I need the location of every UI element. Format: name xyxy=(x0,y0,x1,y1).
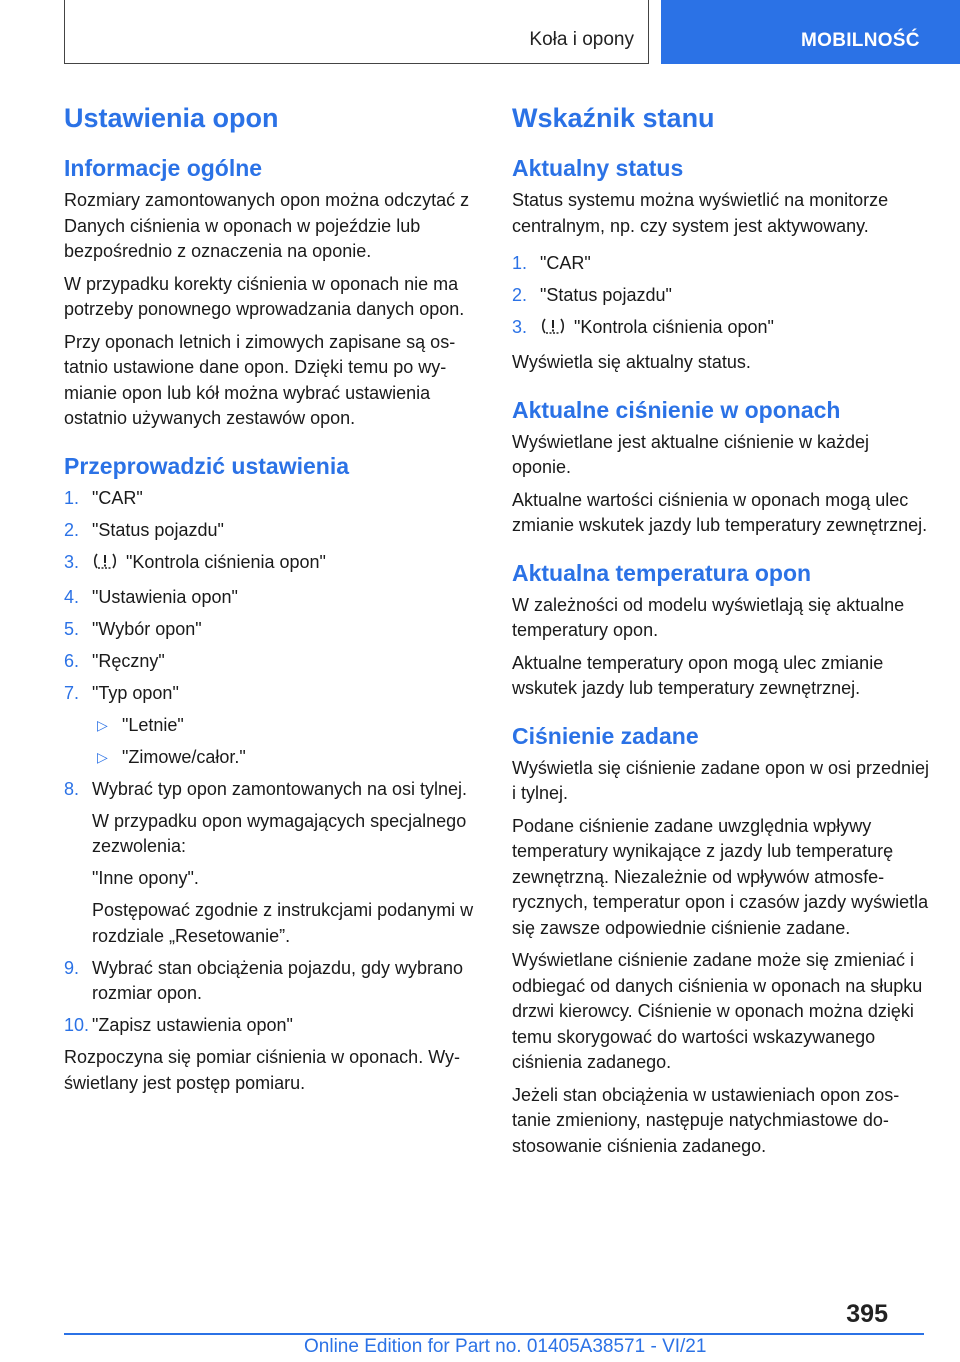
page-number: 395 xyxy=(846,1300,888,1328)
subheading-general-info: Informacje ogólne xyxy=(64,155,263,181)
step-text: "CAR" xyxy=(540,253,591,273)
step-number: 5. xyxy=(64,618,80,639)
paragraph: Aktualne temperatury opon mogą ulec zmianie wskutek jazdy lub temperatury zewnętrznej. xyxy=(512,652,884,698)
paragraph: Aktualne wartości ciśnienia w oponach mogą ulec zmianie wskutek jazdy lub temperatury zewnętrznej. xyxy=(512,489,928,535)
step-number: 1. xyxy=(64,487,80,508)
paragraph: W zależności od modelu wyświetlają się aktualne temperatury opon. xyxy=(512,594,905,640)
list-item xyxy=(512,315,932,344)
option-text: "Letnie" xyxy=(122,714,184,735)
chapter-title: MOBILNOŚĆ xyxy=(801,30,920,51)
section-heading-status-indicator: Wskaźnik stanu xyxy=(512,103,715,133)
list-item xyxy=(92,745,484,771)
tire-pressure-warning-icon xyxy=(92,551,118,579)
paragraph: Rozmiary zamontowanych opon można odczytać z Danych ciśnienia w oponach w pojeździe lub bezpośrednio z oznaczenia na oponie. xyxy=(64,190,470,261)
paragraph: Podane ciśnienie zadane uwzględnia wpływy temperatury wynikające z jazdy lub temperaturę zewnętrzną. Niezależnie od wpływów atmosferycznych, temperatur opon i czasów jazdy wyświetla się zawsze odpowiednie ciśnienie zadane. xyxy=(512,815,929,938)
settings-steps-list xyxy=(64,486,484,1039)
step-note: Postępować zgodnie z instrukcjami podanymi w rozdziale „Resetowanie”. xyxy=(92,900,474,946)
step-number: 4. xyxy=(64,586,80,607)
paragraph: Wyświetlane jest aktualne ciśnienie w każdej oponie. xyxy=(512,431,870,477)
step-number: 8. xyxy=(64,778,80,799)
step-number: 2. xyxy=(512,285,528,305)
step-number: 3. xyxy=(512,317,528,337)
subheading-current-temperature: Aktualna temperatura opon xyxy=(512,559,812,586)
step-text: Wybrać typ opon zamontowanych na osi tylnej. xyxy=(92,778,468,799)
subheading-target-pressure: Ciśnienie zadane xyxy=(512,722,699,749)
status-steps-list xyxy=(512,251,932,344)
option-text: "Zimowe/całor." xyxy=(122,746,246,767)
step-text: "Wybór opon" xyxy=(92,618,202,639)
footer-divider xyxy=(64,1333,924,1335)
list-item xyxy=(512,283,932,309)
subheading-current-status: Aktualny status xyxy=(512,155,684,181)
step-note: W przypadku opon wymagających specjalnego zezwolenia: xyxy=(92,810,467,856)
step-text: "Typ opon" xyxy=(92,682,179,703)
paragraph: Wyświetlane ciśnienie zadane może się zmieniać i odbiegać od danych ciśnienia w oponach na słupku drzwi kierowcy. Ciśnienie w oponach można dzięki temu skorygować do wartości wskazywanego ciśnienia zadanego. xyxy=(512,950,923,1072)
list-item xyxy=(64,777,484,950)
paragraph: Rozpoczyna się pomiar ciśnienia w oponach. Wyświetlany jest postęp pomiaru. xyxy=(64,1047,461,1093)
tire-pressure-warning-icon xyxy=(540,316,566,344)
step-note: "Inne opony". xyxy=(92,868,199,888)
list-item xyxy=(64,649,484,675)
step-number: 9. xyxy=(64,957,80,978)
list-item xyxy=(64,1013,484,1039)
paragraph: Wyświetla się ciśnienie zadane opon w osi przedniej i tylnej. xyxy=(512,757,930,803)
left-column xyxy=(64,100,484,1103)
list-item xyxy=(64,956,484,1007)
step-number: 6. xyxy=(64,650,80,671)
list-item xyxy=(64,550,484,579)
paragraph: Przy oponach letnich i zimowych zapisane są ostatnio ustawione dane opon. Dzięki temu po wymianie opon lub kół można wybrać ustawienia ostatnio używanych zestawów opon. xyxy=(64,331,456,428)
step-text: "CAR" xyxy=(92,487,143,508)
step-text: "Status pojazdu" xyxy=(540,285,672,305)
list-item xyxy=(64,681,484,771)
right-column xyxy=(512,100,932,1166)
list-item xyxy=(64,617,484,643)
step-number: 1. xyxy=(512,253,528,273)
triangle-right-icon: ▷ xyxy=(97,716,108,733)
list-item xyxy=(64,585,484,611)
step-number: 3. xyxy=(64,551,80,572)
section-title: Koła i opony xyxy=(529,29,634,50)
step-number: 10. xyxy=(64,1015,90,1035)
step-text: "Ustawienia opon" xyxy=(92,586,238,607)
step-number: 7. xyxy=(64,682,80,703)
step-text: "Ręczny" xyxy=(92,650,165,671)
edition-info: Online Edition for Part no. 01405A38571 - VI/21 xyxy=(304,1336,707,1357)
paragraph: Jeżeli stan obciążenia w ustawieniach opon zostanie zmieniony, następuje natychmiastowe dostosowanie ciśnienia zadanego. xyxy=(512,1084,900,1156)
triangle-right-icon: ▷ xyxy=(97,748,108,765)
step-text: "Zapisz ustawienia opon" xyxy=(92,1015,293,1035)
list-item xyxy=(512,251,932,277)
step-text: "Kontrola ciśnienia opon" xyxy=(574,317,774,337)
subheading-perform-settings: Przeprowadzić ustawienia xyxy=(64,452,350,479)
chapter-tab xyxy=(661,0,960,64)
step-text: "Status pojazdu" xyxy=(92,519,224,540)
step-text: "Kontrola ciśnienia opon" xyxy=(126,551,326,572)
tire-type-options xyxy=(92,713,484,771)
section-heading-tire-settings: Ustawienia opon xyxy=(64,103,279,133)
subheading-current-pressure: Aktualne ciśnienie w oponach xyxy=(512,396,841,423)
list-item xyxy=(92,713,484,739)
paragraph: Status systemu można wyświetlić na monitorze centralnym, np. czy system jest aktywowany. xyxy=(512,190,889,236)
running-header xyxy=(64,0,649,64)
list-item xyxy=(64,486,484,512)
step-text: Wybrać stan obciążenia pojazdu, gdy wybrano rozmiar opon. xyxy=(92,957,464,1003)
paragraph: W przypadku korekty ciśnienia w oponach nie ma potrzeby ponownego wprowadzania danych opon. xyxy=(64,273,465,319)
step-number: 2. xyxy=(64,519,80,540)
list-item xyxy=(64,518,484,544)
paragraph: Wyświetla się aktualny status. xyxy=(512,352,751,372)
